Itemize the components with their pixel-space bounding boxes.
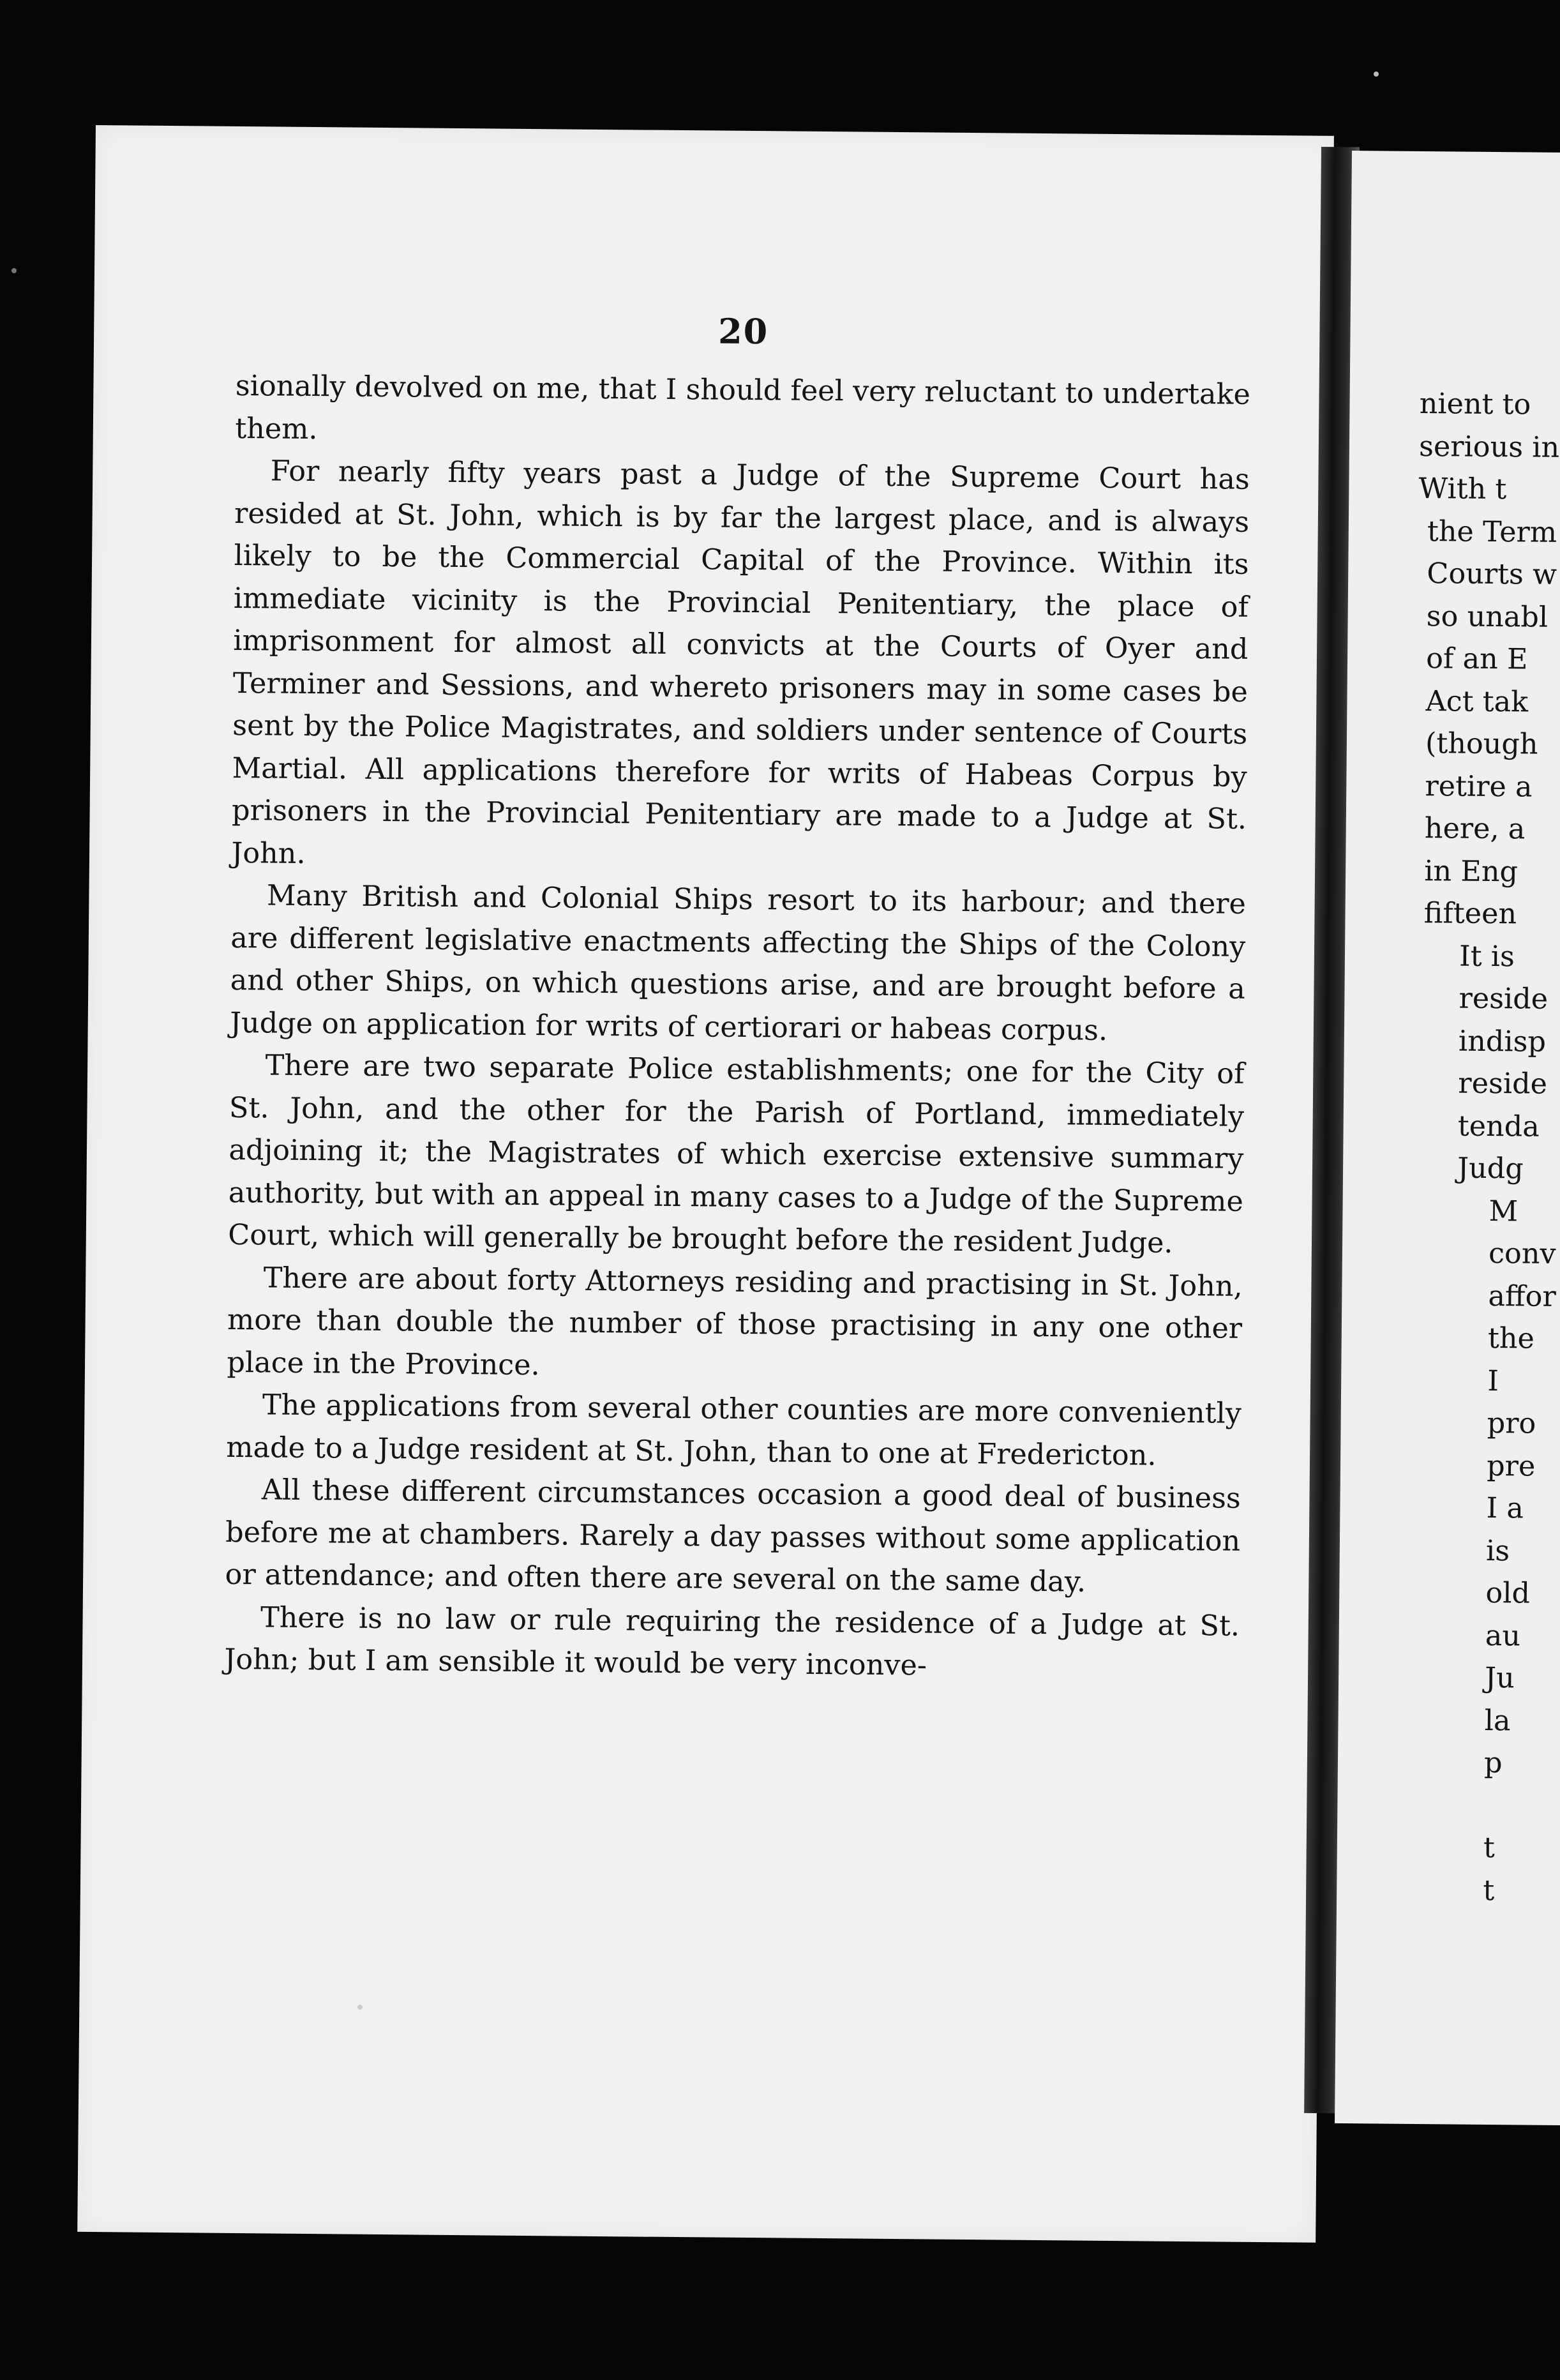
right-page-line-fragment: Act tak	[1425, 684, 1529, 719]
right-page-line-fragment: It is	[1459, 940, 1515, 973]
paragraph: The applications from several other counties are more conveniently made to a Judge resident at St. John, than to one at Fredericton.	[226, 1389, 1242, 1472]
right-page-line-fragment: in Eng	[1424, 854, 1519, 888]
paragraph: For nearly fifty years past a Judge of the Supreme Court has resided at St. John, which is by far the largest place, and is always likely to be the Commercial Capital of the Province. Within its immediate vicinity is the Provincial Penitentiary, the place of imprisonment for almost all convicts at the Courts of Oyer and Terminer and Sessions, and whereto prisoners may in some cases be sent by the Police Magistrates, and soldiers under sentence of Courts Martial. All applications therefore for writs of Habeas Corpus by prisoners in the Provincial Penitentiary are made to a Judge at St. John.	[231, 455, 1250, 870]
right-page-line-fragment: retire a	[1425, 769, 1533, 804]
dust-speck	[357, 2005, 363, 2010]
right-page-line-fragment: reside	[1459, 982, 1549, 1016]
left-page-text	[224, 306, 1251, 1690]
right-page-line-fragment: la	[1484, 1704, 1511, 1737]
right-page-line-fragment: so unabl	[1426, 599, 1549, 634]
right-page-line-fragment: I a	[1486, 1491, 1524, 1525]
paragraph: All these different circumstances occasion a good deal of business before me at chambers. Rarely a day passes without some application or attendance; and often there are several on the same day.	[225, 1473, 1241, 1599]
right-page-line-fragment: Judg	[1457, 1152, 1524, 1186]
paragraph: There are two separate Police establishments; one for the City of St. John, and the other for the Parish of Portland, immediately adjoining it; the Magistrates of which exercise extensive summary authority, but with an appeal in many cases to a Judge of the Supreme Court, which will generally be brought before the resident Judge.	[228, 1049, 1245, 1260]
right-page-line-fragment: the Term	[1427, 515, 1557, 549]
right-page-line-fragment: Ju	[1485, 1661, 1515, 1695]
right-page-line-fragment: affor	[1488, 1279, 1556, 1313]
right-page-line-fragment: old	[1485, 1576, 1531, 1610]
right-page-line-fragment: With t	[1418, 472, 1507, 506]
right-page-line-fragment: t	[1483, 1874, 1495, 1907]
right-page-line-fragment	[1407, 1784, 1554, 1828]
right-page-line-fragment: Courts w	[1427, 557, 1557, 591]
right-page-line-fragment: here, a	[1424, 812, 1526, 846]
paragraph: sionally devolved on me, that I should feel very reluctant to undertake them.	[235, 369, 1251, 446]
dust-speck	[1374, 72, 1379, 77]
right-page-line-fragment: serious in	[1418, 430, 1560, 464]
paragraph: Many British and Colonial Ships resort to its harbour; and there are different legislative enactments affecting the Ships of the Colony and other Ships, on which questions arise, and are brought before a Judge on application for writs of certiorari or habeas corpus.	[229, 879, 1247, 1047]
right-page-text-fragments	[1406, 383, 1560, 1913]
right-page-line-fragment: reside	[1458, 1067, 1548, 1101]
right-page-line-fragment: indisp	[1458, 1025, 1547, 1058]
right-page-line-fragment: p	[1483, 1746, 1503, 1780]
right-page-line-fragment: M	[1489, 1194, 1519, 1228]
right-page-line-fragment: of an E	[1426, 642, 1528, 676]
right-page-line-fragment: the	[1487, 1322, 1535, 1355]
right-page-line-fragment: conv	[1488, 1237, 1556, 1270]
right-page-line-fragment: (though	[1425, 727, 1538, 761]
right-page-line-fragment: t	[1483, 1831, 1496, 1865]
right-page-line-fragment: nient to	[1419, 387, 1531, 421]
right-page-line-fragment: fifteen	[1423, 897, 1517, 931]
right-page-line-fragment: I	[1487, 1364, 1499, 1397]
page-number: 20	[717, 310, 769, 352]
right-page-line-fragment: au	[1485, 1619, 1521, 1652]
right-page-line-fragment: pro	[1487, 1406, 1536, 1440]
paragraph: There is no law or rule requiring the residence of a Judge at St. John; but I am sensible it would be very inconve-	[224, 1600, 1240, 1682]
right-page-line-fragment: tenda	[1457, 1110, 1540, 1143]
right-page-line-fragment: pre	[1486, 1449, 1536, 1483]
paragraph: There are about forty Attorneys residing and practising in St. John, more than double the number of those practising in any one other place in the Province.	[227, 1261, 1243, 1382]
right-page-line-fragment: is	[1485, 1534, 1510, 1567]
dust-speck	[11, 268, 17, 273]
